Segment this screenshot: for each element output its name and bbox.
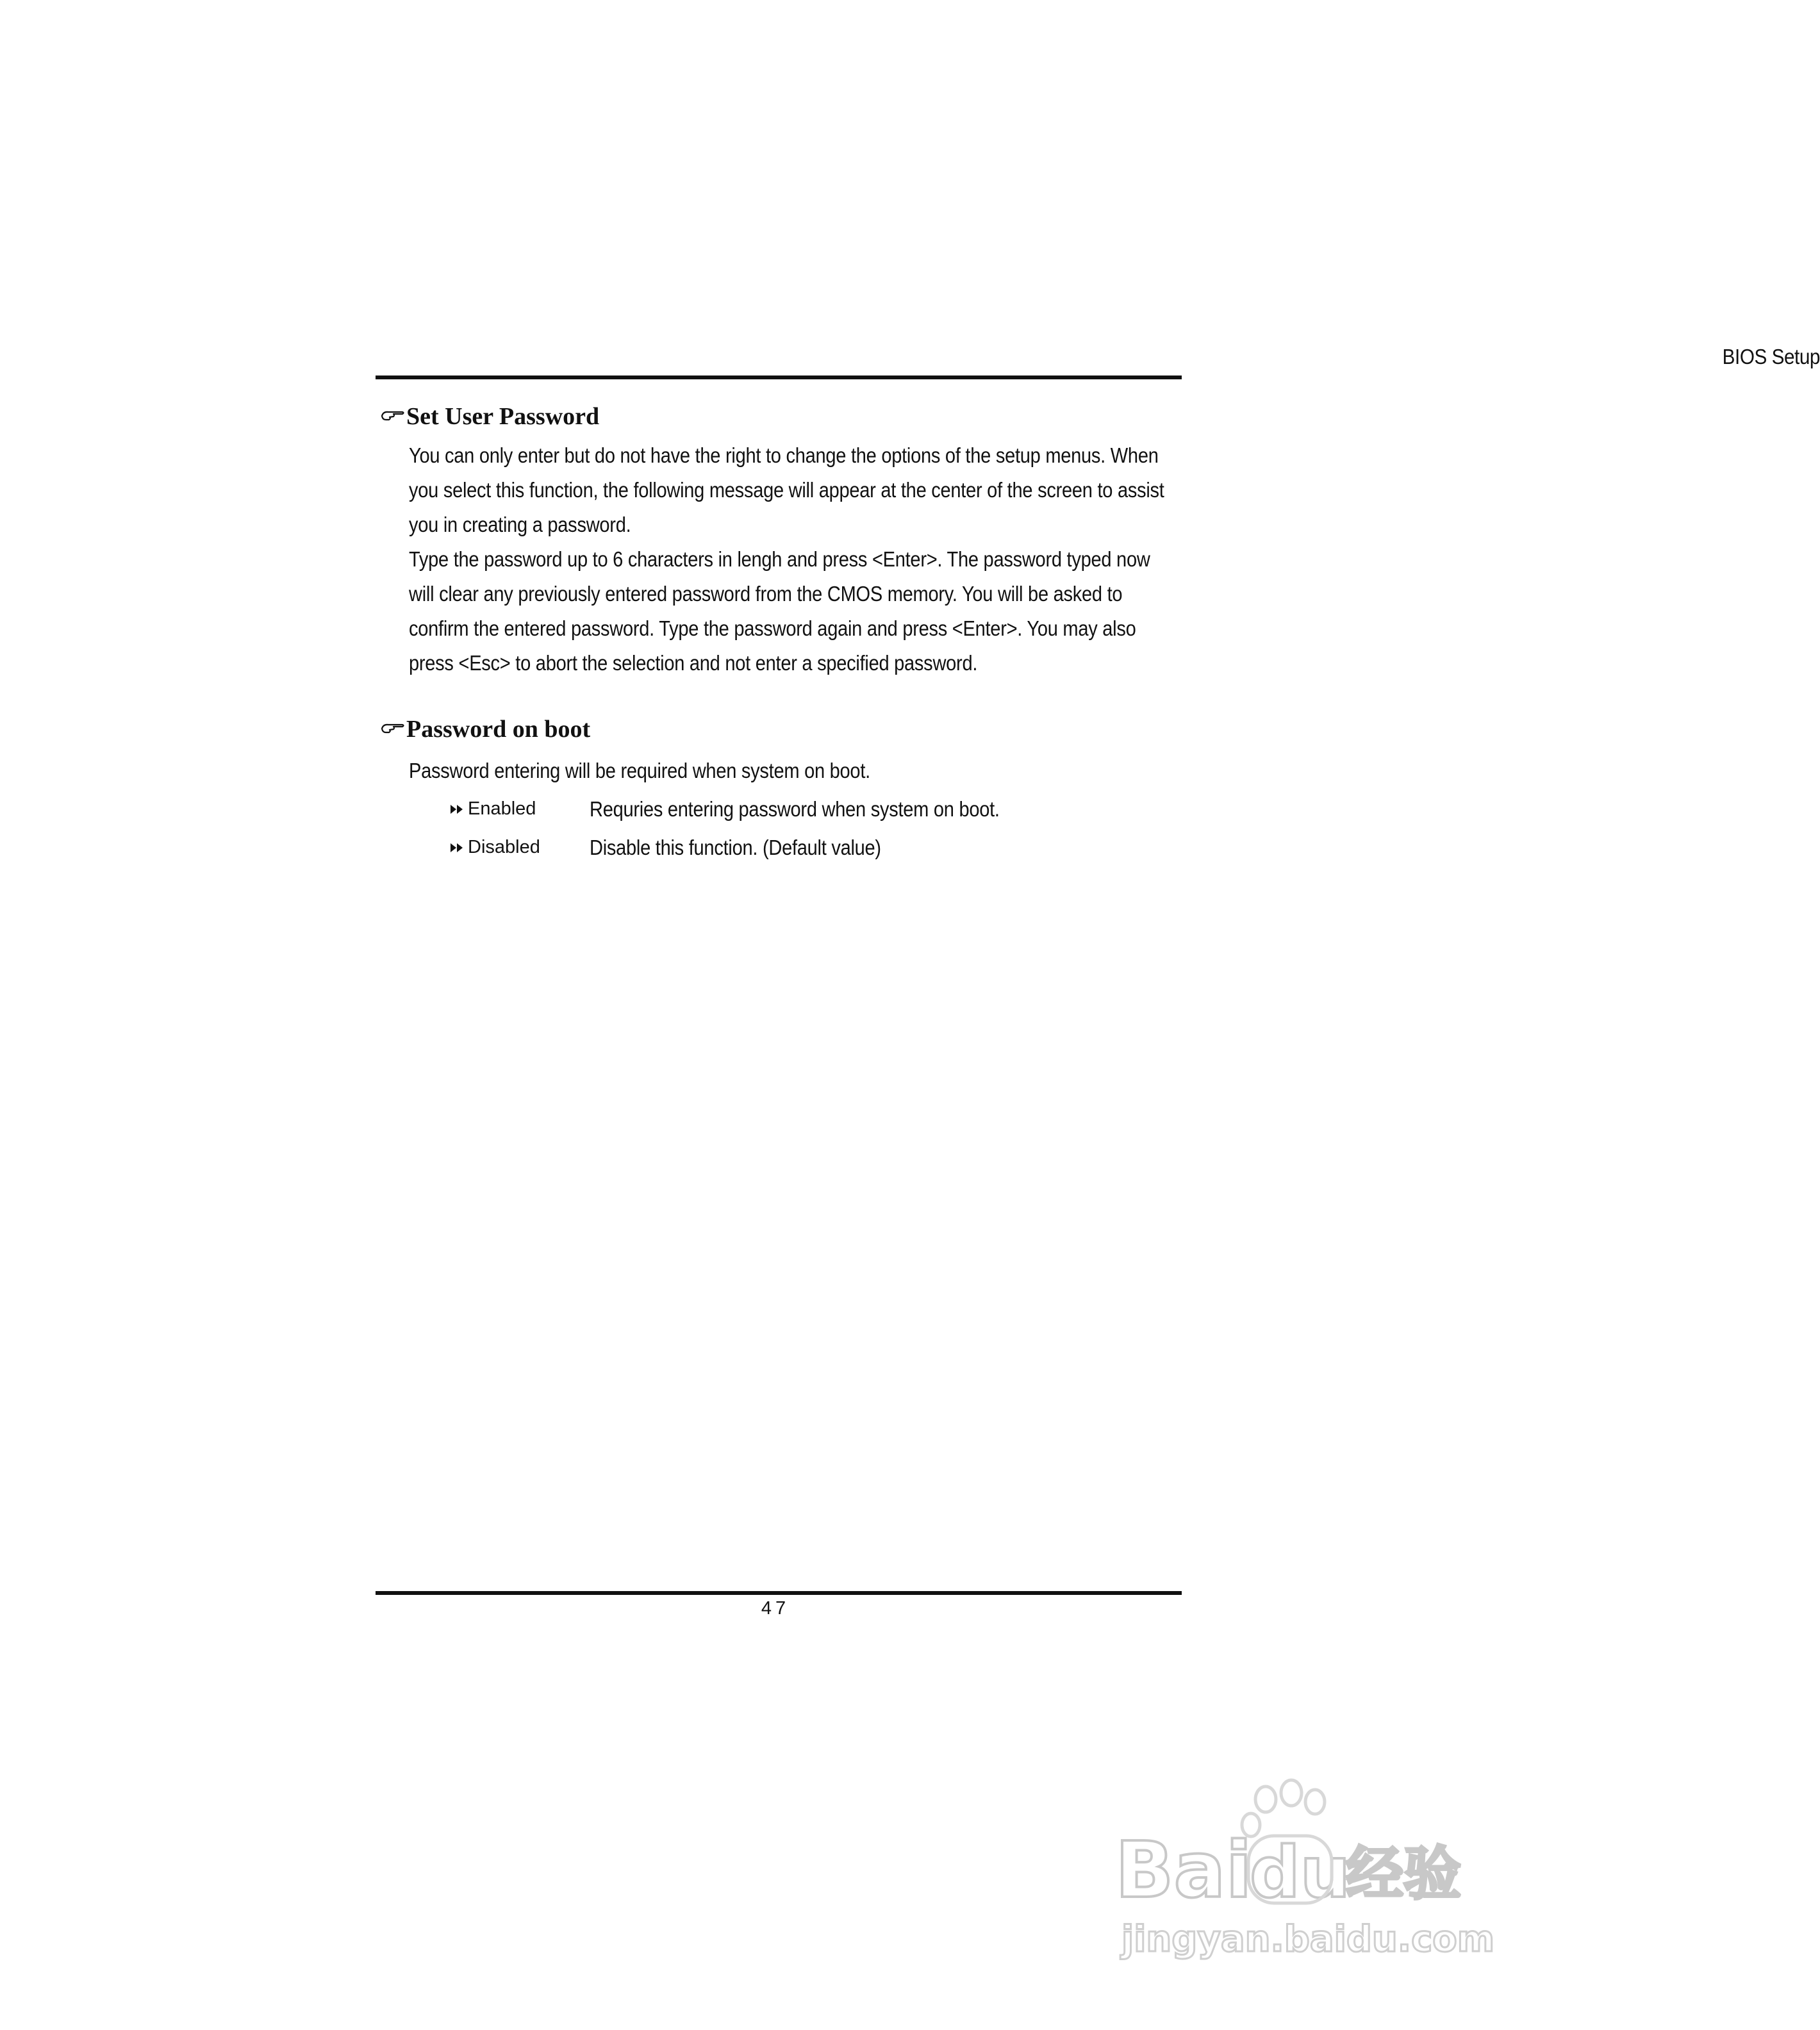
svg-text:du: du <box>1250 1831 1351 1913</box>
option-label: Enabled <box>468 798 536 819</box>
pointing-hand-icon <box>381 721 405 736</box>
section-title-text: Password on boot <box>406 716 591 743</box>
double-arrow-icon <box>449 841 465 855</box>
set-user-password-description <box>409 438 1164 681</box>
svg-text:Bai: Bai <box>1115 1826 1252 1915</box>
option-enabled <box>449 798 536 820</box>
option-disabled <box>449 837 540 858</box>
paragraph-line: you in creating a password. <box>409 513 631 536</box>
page-number: 47 <box>761 1598 790 1619</box>
paragraph-line: Type the password up to 6 characters in lengh and press <Enter>. The password typed now <box>409 547 1150 571</box>
paragraph-line: Password entering will be required when system on boot. <box>409 759 870 782</box>
svg-text:jingyan.baidu.com: jingyan.baidu.com <box>1121 1919 1495 1960</box>
paragraph-line: you select this function, the following message will appear at the center of the screen to assist <box>409 478 1164 502</box>
footer-rule <box>376 1591 1182 1595</box>
svg-text:经验: 经验 <box>1346 1840 1461 1908</box>
paragraph-line: confirm the entered password. Type the password again and press <Enter>. You may also <box>409 616 1136 640</box>
paragraph-line: will clear any previously entered password from the CMOS memory. You will be asked to <box>409 582 1123 606</box>
pointing-hand-icon <box>381 408 405 424</box>
option-disabled-description: Disable this function. (Default value) <box>590 836 881 859</box>
section-title-text: Set User Password <box>406 403 600 430</box>
header-rule <box>376 375 1182 379</box>
option-label: Disabled <box>468 837 540 857</box>
paragraph-line: press <Esc> to abort the selection and not enter a specified password. <box>409 651 978 675</box>
double-arrow-icon <box>449 802 465 816</box>
password-on-boot-description <box>409 754 1120 788</box>
paragraph-line: You can only enter but do not have the right to change the options of the setup menus. When <box>409 443 1159 467</box>
section-title-password-on-boot <box>381 715 590 743</box>
section-title-set-user-password <box>381 402 599 431</box>
running-header: BIOS Setup <box>1722 345 1820 368</box>
baidu-jingyan-watermark-logo <box>1102 1769 1495 1961</box>
option-enabled-description: Requries entering password when system on boot. <box>590 797 1000 821</box>
